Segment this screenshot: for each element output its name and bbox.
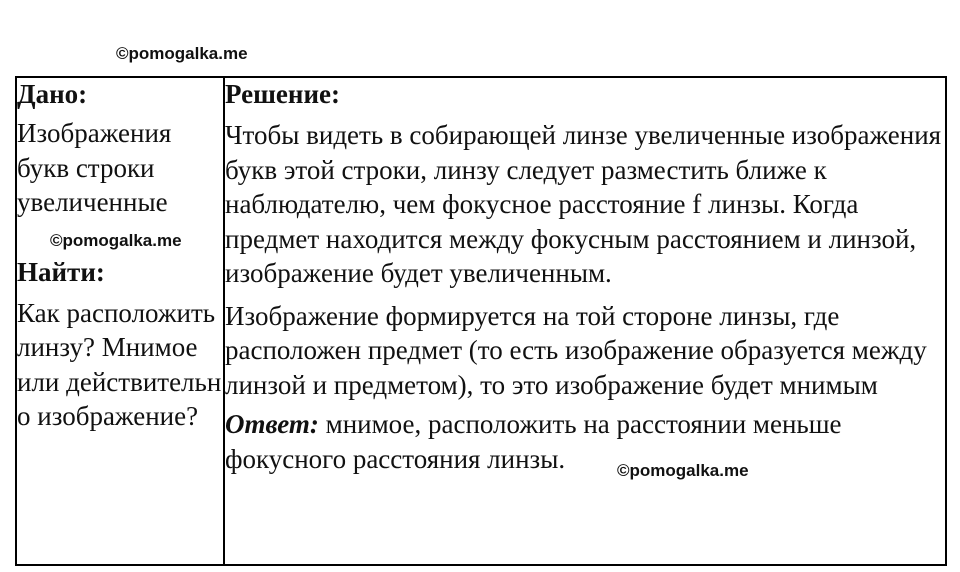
answer-text: мнимое, расположить на расстоянии меньше фокусного расстояния линзы. [225,409,842,474]
answer-label: Ответ: [225,409,319,439]
watermark-top: ©pomogalka.me [116,44,248,63]
solution-table [15,76,947,566]
given-label: Дано: [17,79,88,109]
find-text: Как расположить линзу? Мнимое или действительн о изображение? [17,297,222,431]
find-label: Найти: [17,256,105,287]
watermark-right: ©pomogalka.me [617,461,749,480]
watermark-left: ©pomogalka.me [50,231,182,250]
solution-paragraph-1: Чтобы видеть в собирающей линзе увеличенные изображения букв этой строки, линзу следует разместить ближе к наблюдателю, чем фокусное расстояние f линзы. Когда предмет находится между фокусным расстоянием и линзой, изображение будет увеличенным. [225,120,942,288]
answer-paragraph [225,407,945,476]
given-column [16,77,224,565]
solution-paragraph-2: Изображение формируется на той стороне линзы, где расположен предмет (то есть изображение образуется между линзой и предметом), то это изображение будет мнимым [225,300,927,400]
solution-label: Решение: [225,79,340,109]
given-text: Изображения букв строки увеличенные [17,118,172,217]
solution-column [224,77,946,565]
